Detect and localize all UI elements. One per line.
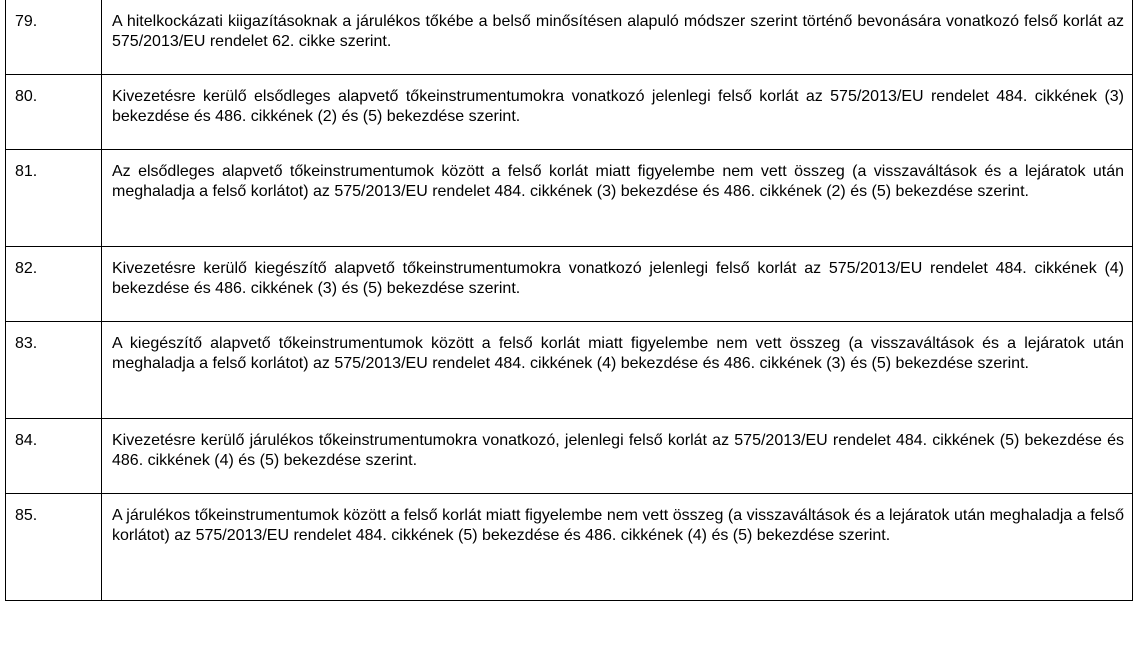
row-number: 80. — [6, 75, 102, 150]
table-row — [6, 0, 1133, 75]
row-number: 83. — [6, 322, 102, 419]
row-text: A hitelkockázati kiigazításoknak a járulékos tőkébe a belső minősítésen alapuló módszer szerint történő bevonására vonatkozó felső korlát az 575/2013/EU rendelet 62. cikke szerint. — [102, 0, 1133, 75]
row-number: 84. — [6, 419, 102, 494]
row-text: A kiegészítő alapvető tőkeinstrumentumok között a felső korlát miatt figyelembe nem vett összeg (a visszaváltások és a lejáratok után meghaladja a felső korlátot) az 575/2013/EU rendelet 484. cikkének (4) bekezdése és 486. cikkének (3) és (5) bekezdése szerint. — [102, 322, 1133, 419]
row-text: Az elsődleges alapvető tőkeinstrumentumok között a felső korlát miatt figyelembe nem vett összeg (a visszaváltások és a lejáratok után meghaladja a felső korlátot) az 575/2013/EU rendelet 484. cikkének (3) bekezdése és 486. cikkének (2) és (5) bekezdése szerint. — [102, 150, 1133, 247]
regulation-table — [5, 0, 1133, 601]
row-text: Kivezetésre kerülő kiegészítő alapvető tőkeinstrumentumokra vonatkozó jelenlegi felső korlát az 575/2013/EU rendelet 484. cikkének (4) bekezdése és 486. cikkének (3) és (5) bekezdése szerint. — [102, 247, 1133, 322]
row-text: Kivezetésre kerülő járulékos tőkeinstrumentumokra vonatkozó, jelenlegi felső korlát az 575/2013/EU rendelet 484. cikkének (5) bekezdése és 486. cikkének (4) és (5) bekezdése szerint. — [102, 419, 1133, 494]
table-row — [6, 494, 1133, 601]
table-row — [6, 419, 1133, 494]
row-number: 85. — [6, 494, 102, 601]
row-number: 81. — [6, 150, 102, 247]
table-row — [6, 322, 1133, 419]
row-number: 79. — [6, 0, 102, 75]
table-row — [6, 150, 1133, 247]
row-number: 82. — [6, 247, 102, 322]
table-row — [6, 75, 1133, 150]
row-text: A járulékos tőkeinstrumentumok között a felső korlát miatt figyelembe nem vett összeg (a visszaváltások és a lejáratok után meghaladja a felső korlátot) az 575/2013/EU rendelet 484. cikkének (5) bekezdése és 486. cikkének (4) és (5) bekezdése szerint. — [102, 494, 1133, 601]
table-row — [6, 247, 1133, 322]
row-text: Kivezetésre kerülő elsődleges alapvető tőkeinstrumentumokra vonatkozó jelenlegi felső korlát az 575/2013/EU rendelet 484. cikkének (3) bekezdése és 486. cikkének (2) és (5) bekezdése szerint. — [102, 75, 1133, 150]
